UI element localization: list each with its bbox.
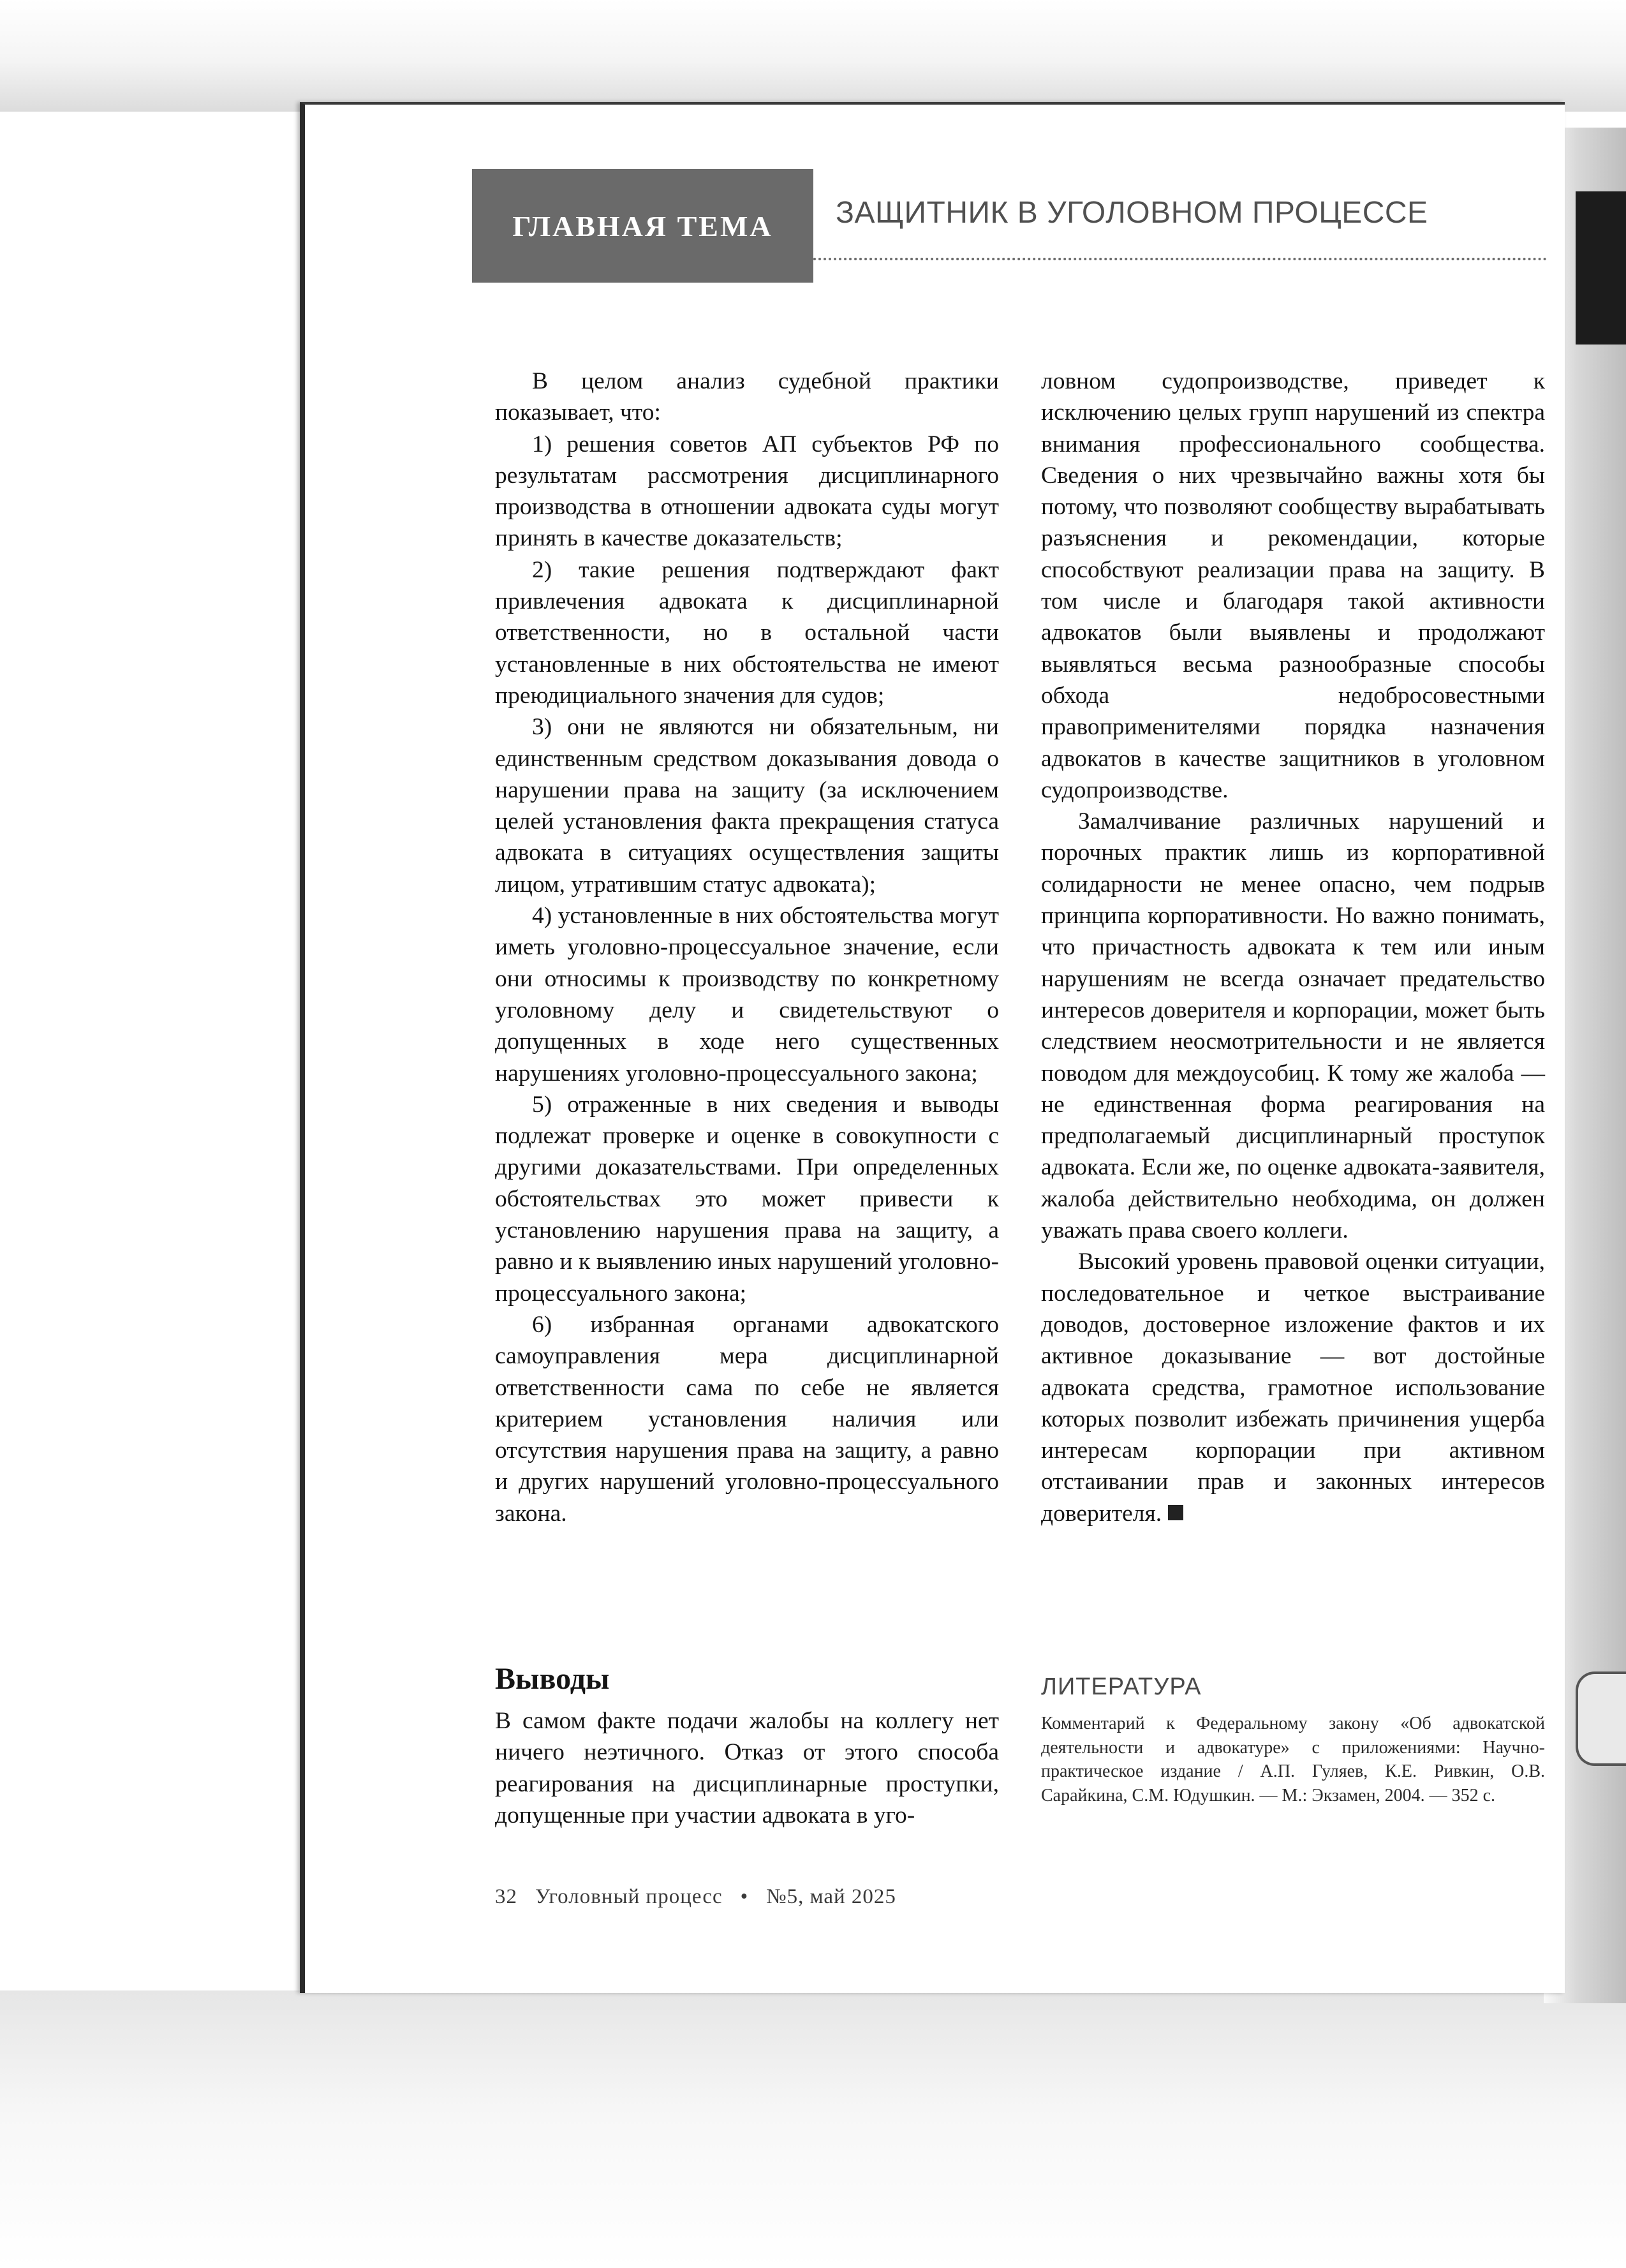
section-tab-marker	[1576, 191, 1626, 345]
paragraph: Замалчивание различных нарушений и порочных практик лишь из корпоративной солидарности не менее опасно, чем подрыв принципа корпоративности. Но важно понимать, что причастность адвоката к тем или иным нарушениям не всегда означает предательство интересов доверителя и корпорации, может быть следствием неосмотрительности и не является поводом для междоусобиц. К тому же жалоба — не единственная форма реагирования на предполагаемый дисциплинарный проступок адвоката. Если же, по оценке адвоката-заявителя, жалоба действительно необходима, он должен уважать права своего коллеги.	[1041, 808, 1545, 1244]
right-column	[1041, 366, 1545, 1529]
page-tab-outline	[1576, 1671, 1626, 1766]
paragraph-text: Высокий уровень правовой оценки ситуации, последовательное и четкое выстраивание доводов, достоверное изложение фактов и их активное доказывание — вот достойные адвоката средства, грамотное использование которых позволит избежать причинения ущерба интересам корпорации при активном отстаивании прав и законных интересов доверителя.	[1041, 1249, 1545, 1527]
paragraph: 3) они не являются ни обязательным, ни единственным средством доказывания довода о нарушении права на защиту (за исключением целей установления факта прекращения статуса адвоката в ситуациях осуществления защиты лицом, утратившим статус адвоката);	[495, 714, 999, 898]
page-footer	[495, 1885, 914, 1909]
scan-background-top	[0, 0, 1626, 112]
conclusions-heading: Выводы	[495, 1662, 610, 1696]
left-column	[495, 366, 999, 1529]
end-of-article-square-icon	[1168, 1505, 1183, 1520]
paragraph: В целом анализ судебной практики показывает, что:	[495, 368, 999, 426]
page-number: 32	[495, 1885, 517, 1908]
paragraph: 5) отраженные в них сведения и выводы подлежат проверке и оценке в совокупности с другими доказательствами. При определенных обстоятельствах это может привести к установлению нарушения права на защиту, а равно и к выявлению иных нарушений уголовно-процессуального закона;	[495, 1091, 999, 1307]
literature-heading: ЛИТЕРАТУРА	[1041, 1673, 1202, 1700]
paragraph: В самом факте подачи жалобы на коллегу нет ничего неэтичного. Отказ от этого способа реагирования на дисциплинарные проступки, допущенные при участии адвоката в уго-	[495, 1708, 999, 1828]
section-title: ЗАЩИТНИК В УГОЛОВНОМ ПРОЦЕССЕ	[836, 196, 1428, 230]
literature-reference: Комментарий к Федеральному закону «Об адвокатской деятельности и адвокатуре» с приложениями: Научно-практическое издание / А.П. Гуляев, К.Е. Ривкин, О.В. Сарайкина, С.М. Юдушкин. — М.: Экзамен, 2004. — 352 с.	[1041, 1714, 1545, 1805]
header-dotted-rule	[813, 258, 1547, 260]
paragraph: 6) избранная органами адвокатского самоуправления мера дисциплинарной ответственности сама по себе не является критерием установления наличия или отсутствия нарушения права на защиту, а равно и других нарушений уголовно-процессуального закона.	[495, 1311, 999, 1527]
journal-title: Уголовный процесс	[535, 1885, 723, 1908]
paragraph: 2) такие решения подтверждают факт привлечения адвоката к дисциплинарной ответственности, но в остальной части установленные в них обстоятельства не имеют преюдициального значения для судов;	[495, 556, 999, 709]
paragraph-final	[1041, 1246, 1545, 1529]
paragraph: 1) решения советов АП субъектов РФ по результатам рассмотрения дисциплинарного производства в отношении адвоката суды могут принять в качестве доказательств;	[495, 431, 999, 552]
paragraph: 4) установленные в них обстоятельства могут иметь уголовно-процессуальное значение, если они относимы к производству по конкретному уголовному делу и свидетельствуют о допущенных в ходе него существенных нарушениях уголовно-процессуального закона;	[495, 903, 999, 1086]
footer-bullet: •	[740, 1885, 749, 1908]
paragraph: ловном судопроизводстве, приведет к исключению целых групп нарушений из спектра внимания профессионального сообщества. Сведения о них чрезвычайно важны хотя бы потому, что позволяют сообществу вырабатывать разъяснения и рекомендации, которые способствуют реализации права на защиту. В том числе и благодаря такой активности адвокатов были выявлены и продолжают выявляться весьма разнообразные способы обхода недобросовестными правоприменителями порядка назначения адвокатов в качестве защитников в уголовном судопроизводстве.	[1041, 368, 1545, 803]
main-theme-label: ГЛАВНАЯ ТЕМА	[472, 169, 813, 283]
journal-issue: №5, май 2025	[766, 1885, 896, 1908]
conclusions-column	[495, 1705, 999, 1831]
scan-background-bottom	[0, 1990, 1626, 2268]
